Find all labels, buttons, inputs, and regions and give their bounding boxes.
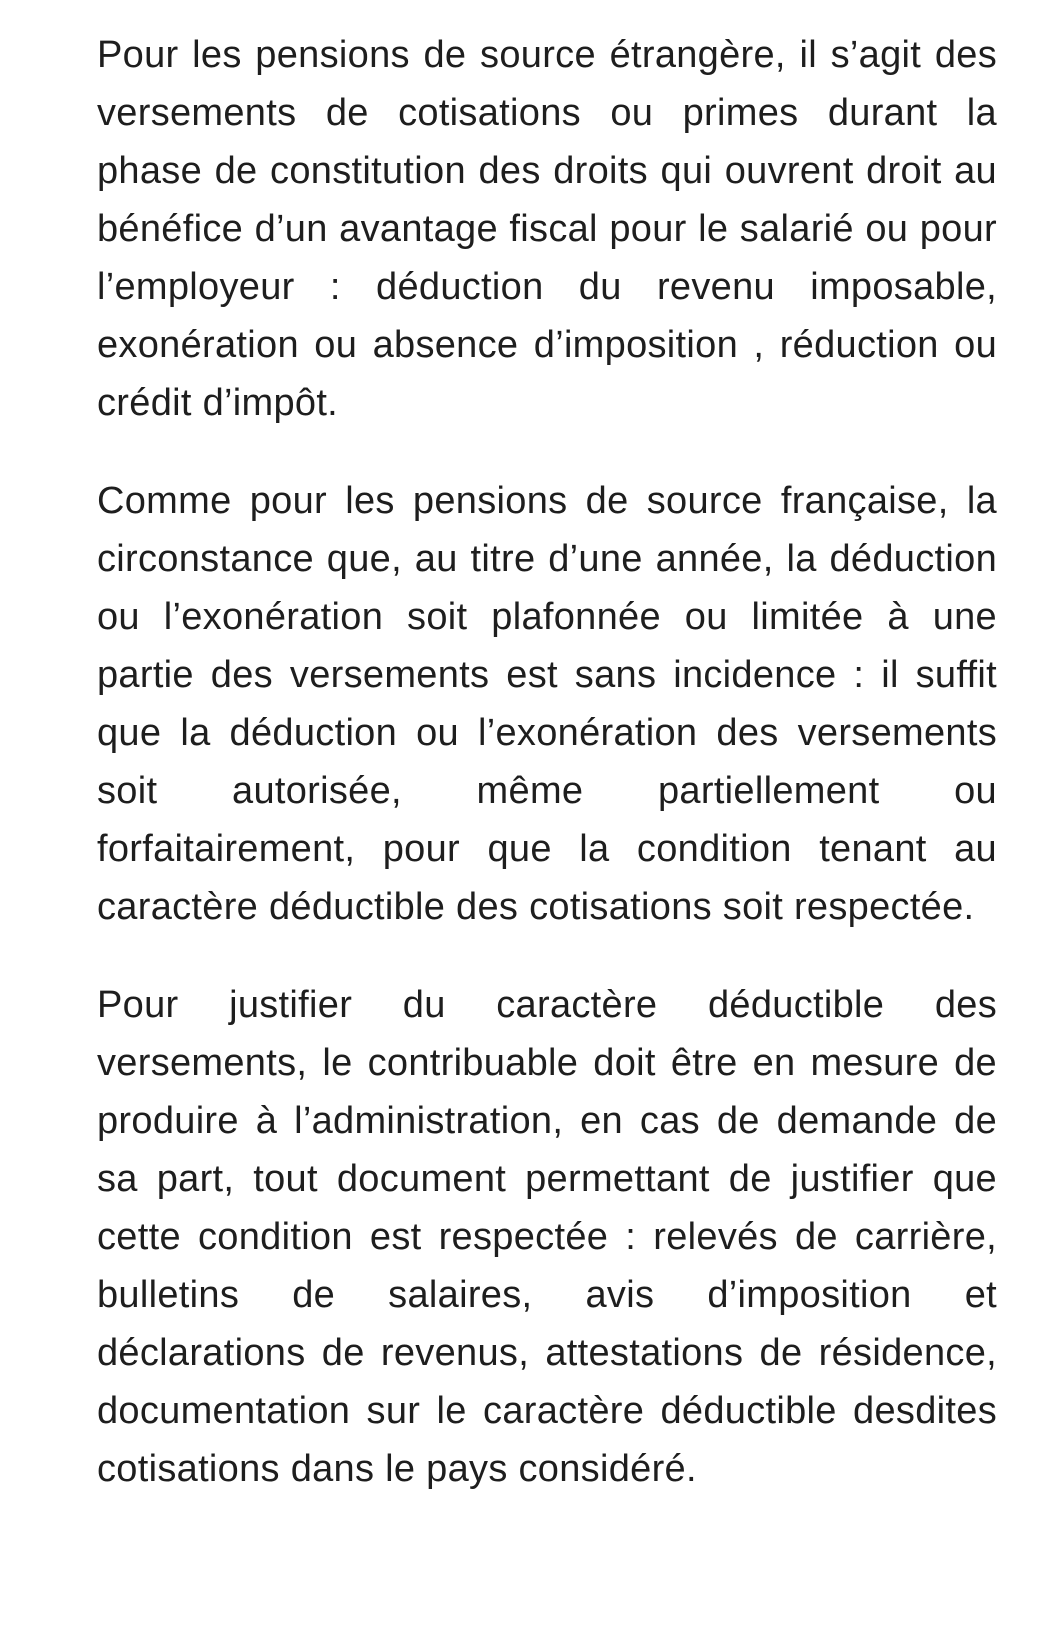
paragraph-foreign-pensions: Pour les pensions de source étrangère, il s’agit des versements de cotisations ou primes durant la phase de constitution des droits qui ouvrent droit au bénéfice d’un avantage fiscal pour le salarié ou pour l’employeur : déduction du revenu imposable, exonération ou absence d’imposition , réduction ou crédit d’impôt. — [97, 34, 997, 424]
paragraph-justification-documents: Pour justifier du caractère déductible des versements, le contribuable doit être en mesure de produire à l’administration, en cas de demande de sa part, tout document permettant de justifier que cette condition est respectée : relevés de carrière, bulletins de salaires, avis d’imposition et déclarations de revenus, attestations de résidence, documentation sur le caractère déductible desdites cotisations dans le pays considéré. — [97, 984, 997, 1490]
paragraph-deduction-ceiling: Comme pour les pensions de source française, la circonstance que, au titre d’une année, la déduction ou l’exonération soit plafonnée ou limitée à une partie des versements est sans incidence : il suffit que la déduction ou l’exonération des versements soit autorisée, même partiellement ou forfaitairement, pour que la condition tenant au caractère déductible des cotisations soit respectée. — [97, 480, 997, 928]
article-body — [97, 26, 997, 1498]
